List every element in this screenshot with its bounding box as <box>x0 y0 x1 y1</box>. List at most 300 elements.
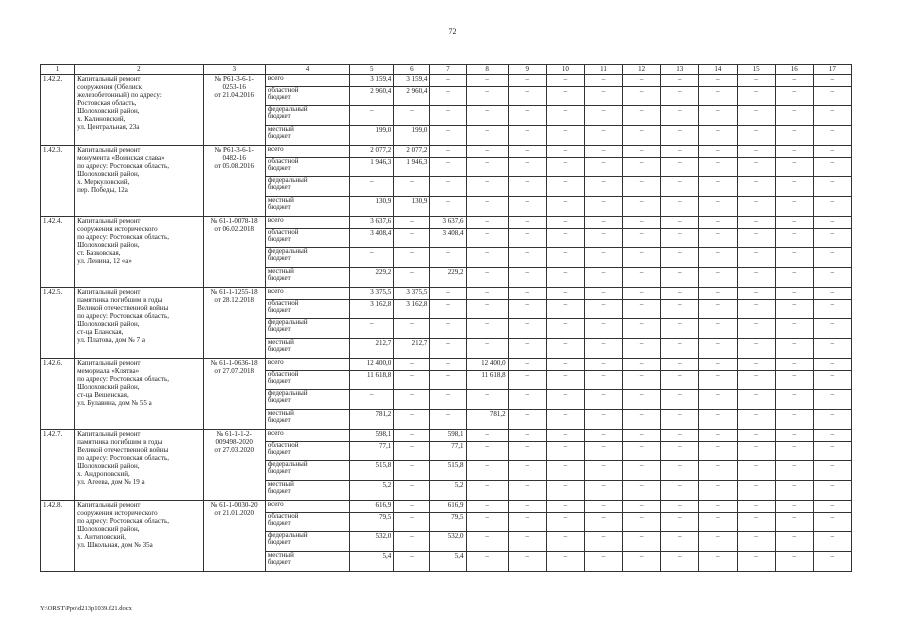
value-cell: – <box>661 229 699 248</box>
value-cell-c5: 2 960,4 <box>350 87 394 106</box>
value-cell: – <box>508 513 546 532</box>
category-line: областной <box>267 157 299 165</box>
table-row <box>41 359 852 371</box>
value-cell-c7: – <box>430 339 466 359</box>
value-cell: – <box>813 410 851 430</box>
value-cell: – <box>813 248 851 268</box>
value-cell-c7: – <box>430 146 466 158</box>
value-cell: – <box>737 442 775 461</box>
value-cell: – <box>699 319 737 339</box>
value-cell: – <box>661 442 699 461</box>
description-line: Шолоховский район, <box>77 383 140 392</box>
value-cell: – <box>813 197 851 217</box>
value-cell-c5: – <box>350 390 394 410</box>
value-cell: – <box>775 288 813 300</box>
value-cell-c5: 616,9 <box>350 501 394 513</box>
description-line: по адресу: Ростовская область, <box>77 312 169 321</box>
funding-category <box>265 300 349 319</box>
value-cell: – <box>623 197 661 217</box>
category-line: федеральный <box>267 531 308 539</box>
value-cell-c5: 532,0 <box>350 532 394 552</box>
value-cell-c6: – <box>394 217 430 229</box>
document-line: № Р61-3-6-1- <box>214 75 254 83</box>
value-cell: – <box>546 430 584 442</box>
value-cell: – <box>623 319 661 339</box>
funding-category <box>265 75 349 87</box>
value-cell: – <box>546 146 584 158</box>
document-line: от 28.12.2018 <box>214 296 255 305</box>
value-cell: – <box>699 513 737 532</box>
value-cell: – <box>737 390 775 410</box>
value-cell-c7: – <box>430 359 466 371</box>
description-line: Шолоховский район, <box>77 525 140 534</box>
value-cell: – <box>623 217 661 229</box>
funding-category <box>265 552 349 572</box>
value-cell: – <box>661 410 699 430</box>
value-cell: – <box>661 217 699 229</box>
value-cell-c5: 3 375,5 <box>350 288 394 300</box>
header-cell: 13 <box>661 65 699 75</box>
value-cell-c8: – <box>466 248 508 268</box>
value-cell: – <box>813 229 851 248</box>
value-cell-c6: – <box>394 268 430 288</box>
value-cell: – <box>623 87 661 106</box>
item-number: 1.42.5. <box>41 288 75 359</box>
value-cell: – <box>775 319 813 339</box>
value-cell: – <box>813 87 851 106</box>
value-cell-c6: 2 960,4 <box>394 87 430 106</box>
value-cell: – <box>508 300 546 319</box>
value-cell: – <box>813 177 851 197</box>
document-line: от 05.08.2016 <box>214 162 255 171</box>
value-cell-c8: – <box>466 430 508 442</box>
value-cell: – <box>699 75 737 87</box>
value-cell-c5: 2 077,2 <box>350 146 394 158</box>
value-cell: – <box>584 319 622 339</box>
value-cell-c6: – <box>394 430 430 442</box>
value-cell: – <box>546 106 584 126</box>
value-cell: – <box>775 268 813 288</box>
value-cell: – <box>813 371 851 390</box>
value-cell: – <box>546 75 584 87</box>
value-cell: – <box>584 268 622 288</box>
value-cell-c7: 77,1 <box>430 442 466 461</box>
value-cell: – <box>584 501 622 513</box>
category-line: бюджет <box>267 164 291 173</box>
value-cell: – <box>508 359 546 371</box>
item-description <box>75 146 203 217</box>
value-cell: – <box>775 410 813 430</box>
value-cell: – <box>546 513 584 532</box>
value-cell: – <box>737 532 775 552</box>
value-cell: – <box>699 371 737 390</box>
value-cell: – <box>584 197 622 217</box>
value-cell: – <box>699 146 737 158</box>
value-cell: – <box>813 158 851 177</box>
value-cell: – <box>623 146 661 158</box>
value-cell: – <box>623 481 661 501</box>
value-cell: – <box>508 532 546 552</box>
category-line: всего <box>267 145 284 153</box>
category-line: всего <box>267 500 284 508</box>
category-line: бюджет <box>267 416 291 425</box>
description-line: ст-ца Вешенская, <box>77 391 129 400</box>
value-cell-c8: – <box>466 501 508 513</box>
description-line: Капитальный ремонт <box>77 75 141 83</box>
funding-category <box>265 339 349 359</box>
value-cell: – <box>508 481 546 501</box>
value-cell: – <box>508 106 546 126</box>
category-line: бюджет <box>267 467 291 476</box>
value-cell: – <box>508 197 546 217</box>
value-cell: – <box>661 126 699 146</box>
value-cell-c7: – <box>430 300 466 319</box>
value-cell: – <box>623 532 661 552</box>
value-cell-c5: – <box>350 106 394 126</box>
value-cell: – <box>623 158 661 177</box>
value-cell-c5: 77,1 <box>350 442 394 461</box>
value-cell: – <box>699 390 737 410</box>
value-cell-c5: 1 946,3 <box>350 158 394 177</box>
value-cell-c5: 212,7 <box>350 339 394 359</box>
value-cell: – <box>775 75 813 87</box>
value-cell-c6: – <box>394 359 430 371</box>
category-line: федеральный <box>267 247 308 255</box>
funding-category <box>265 126 349 146</box>
value-cell: – <box>546 268 584 288</box>
description-line: Ростовская область, <box>77 99 137 108</box>
item-description <box>75 501 203 572</box>
description-line: Капитальный ремонт <box>77 288 141 296</box>
value-cell-c7: – <box>430 319 466 339</box>
value-cell: – <box>508 410 546 430</box>
value-cell: – <box>775 371 813 390</box>
value-cell-c7: – <box>430 197 466 217</box>
document-reference <box>203 359 265 430</box>
item-description <box>75 359 203 430</box>
value-cell-c6: – <box>394 532 430 552</box>
value-cell: – <box>584 229 622 248</box>
value-cell-c6: – <box>394 481 430 501</box>
value-cell: – <box>661 371 699 390</box>
value-cell: – <box>775 442 813 461</box>
document-line: от 06.02.2018 <box>214 225 255 234</box>
value-cell-c7: – <box>430 126 466 146</box>
document-line: от 27.07.2018 <box>214 367 255 376</box>
value-cell: – <box>737 248 775 268</box>
document-reference <box>203 75 265 146</box>
header-cell: 1 <box>41 65 75 75</box>
value-cell: – <box>737 371 775 390</box>
description-line: х. Калиновский, <box>77 115 126 124</box>
description-line: Великой отечественной войны <box>77 446 169 455</box>
value-cell-c7: 229,2 <box>430 268 466 288</box>
header-cell: 14 <box>699 65 737 75</box>
category-line: бюджет <box>267 132 291 141</box>
document-reference <box>203 217 265 288</box>
value-cell-c8: – <box>466 197 508 217</box>
category-line: бюджет <box>267 183 291 192</box>
value-cell: – <box>508 461 546 481</box>
description-line: Великой отечественной войны <box>77 304 169 313</box>
value-cell: – <box>699 248 737 268</box>
value-cell: – <box>813 106 851 126</box>
value-cell: – <box>775 146 813 158</box>
value-cell-c7: 532,0 <box>430 532 466 552</box>
value-cell: – <box>737 339 775 359</box>
value-cell: – <box>813 75 851 87</box>
value-cell: – <box>584 513 622 532</box>
value-cell: – <box>508 339 546 359</box>
value-cell: – <box>699 197 737 217</box>
value-cell-c5: 3 637,6 <box>350 217 394 229</box>
value-cell-c7: – <box>430 288 466 300</box>
value-cell-c8: – <box>466 442 508 461</box>
value-cell-c6: – <box>394 248 430 268</box>
value-cell: – <box>508 501 546 513</box>
value-cell: – <box>661 481 699 501</box>
value-cell-c8: – <box>466 513 508 532</box>
value-cell-c8: 11 618,8 <box>466 371 508 390</box>
value-cell-c6: 3 375,5 <box>394 288 430 300</box>
funding-category <box>265 268 349 288</box>
value-cell-c6: – <box>394 371 430 390</box>
value-cell: – <box>546 288 584 300</box>
value-cell: – <box>661 158 699 177</box>
description-line: х. Андроповский, <box>77 470 130 479</box>
value-cell: – <box>699 481 737 501</box>
value-cell: – <box>661 339 699 359</box>
funding-category <box>265 87 349 106</box>
value-cell: – <box>775 461 813 481</box>
value-cell: – <box>623 229 661 248</box>
funding-category <box>265 501 349 513</box>
value-cell: – <box>737 300 775 319</box>
value-cell: – <box>508 552 546 572</box>
value-cell-c6: – <box>394 501 430 513</box>
value-cell: – <box>508 288 546 300</box>
funding-category <box>265 513 349 532</box>
value-cell: – <box>584 430 622 442</box>
value-cell: – <box>813 390 851 410</box>
funding-category <box>265 442 349 461</box>
value-cell: – <box>737 87 775 106</box>
value-cell-c8: 781,2 <box>466 410 508 430</box>
value-cell: – <box>737 501 775 513</box>
header-cell: 16 <box>775 65 813 75</box>
value-cell: – <box>584 87 622 106</box>
value-cell: – <box>584 177 622 197</box>
value-cell: – <box>584 146 622 158</box>
category-line: федеральный <box>267 389 308 397</box>
value-cell: – <box>699 288 737 300</box>
description-line: ул. Школьная, дом № 35а <box>77 541 153 550</box>
value-cell: – <box>737 481 775 501</box>
value-cell: – <box>775 106 813 126</box>
value-cell: – <box>661 288 699 300</box>
value-cell: – <box>699 410 737 430</box>
value-cell: – <box>699 217 737 229</box>
value-cell: – <box>623 461 661 481</box>
value-cell: – <box>775 126 813 146</box>
value-cell-c8: – <box>466 75 508 87</box>
value-cell: – <box>623 268 661 288</box>
value-cell-c7: – <box>430 158 466 177</box>
value-cell: – <box>584 552 622 572</box>
value-cell: – <box>623 371 661 390</box>
value-cell: – <box>584 371 622 390</box>
description-line: по адресу: Ростовская область, <box>77 375 169 384</box>
value-cell: – <box>813 319 851 339</box>
funding-category <box>265 390 349 410</box>
value-cell-c7: 5,4 <box>430 552 466 572</box>
value-cell-c5: 5,4 <box>350 552 394 572</box>
description-line: железобетонный) по адресу: <box>77 91 162 100</box>
value-cell-c8: – <box>466 319 508 339</box>
value-cell: – <box>775 513 813 532</box>
value-cell: – <box>775 248 813 268</box>
description-line: х. Меркуловский, <box>77 178 130 187</box>
category-line: бюджет <box>267 254 291 263</box>
value-cell: – <box>584 442 622 461</box>
item-number: 1.42.4. <box>41 217 75 288</box>
value-cell: – <box>737 268 775 288</box>
description-line: памятника погибшим в годы <box>77 296 163 305</box>
value-cell-c8: – <box>466 106 508 126</box>
value-cell: – <box>546 359 584 371</box>
value-cell: – <box>813 268 851 288</box>
value-cell-c6: 3 159,4 <box>394 75 430 87</box>
value-cell-c6: 130,9 <box>394 197 430 217</box>
description-line: по адресу: Ростовская область, <box>77 517 169 526</box>
value-cell-c8: – <box>466 532 508 552</box>
description-line: Шолоховский район, <box>77 462 140 471</box>
value-cell: – <box>737 410 775 430</box>
description-line: Капитальный ремонт <box>77 501 141 509</box>
value-cell: – <box>584 532 622 552</box>
value-cell: – <box>699 106 737 126</box>
value-cell: – <box>546 552 584 572</box>
funding-category <box>265 177 349 197</box>
value-cell: – <box>775 217 813 229</box>
value-cell: – <box>737 126 775 146</box>
file-path-footer: Y:\ORST\Ppo\d213p1039.f21.docx <box>40 605 132 612</box>
table-row <box>41 501 852 513</box>
value-cell: – <box>661 532 699 552</box>
value-cell: – <box>737 319 775 339</box>
value-cell: – <box>813 126 851 146</box>
description-line: ст-ца Еланская, <box>77 328 124 337</box>
value-cell-c6: – <box>394 513 430 532</box>
value-cell: – <box>737 75 775 87</box>
funding-category <box>265 146 349 158</box>
value-cell: – <box>813 501 851 513</box>
value-cell-c7: – <box>430 410 466 430</box>
value-cell: – <box>623 430 661 442</box>
funding-category <box>265 371 349 390</box>
value-cell: – <box>775 300 813 319</box>
value-cell: – <box>737 513 775 532</box>
category-line: местный <box>267 125 294 133</box>
value-cell: – <box>775 359 813 371</box>
value-cell-c6: – <box>394 552 430 572</box>
page-number: 72 <box>448 27 457 36</box>
header-cell: 4 <box>265 65 349 75</box>
value-cell: – <box>775 481 813 501</box>
value-cell: – <box>775 87 813 106</box>
value-cell: – <box>584 461 622 481</box>
funding-category <box>265 461 349 481</box>
value-cell-c8: – <box>466 177 508 197</box>
category-line: федеральный <box>267 460 308 468</box>
value-cell-c7: – <box>430 248 466 268</box>
value-cell: – <box>623 177 661 197</box>
document-line: № 61-1-1-2- <box>216 430 252 438</box>
value-cell: – <box>508 390 546 410</box>
category-line: местный <box>267 267 294 275</box>
description-line: Шолоховский район, <box>77 107 140 116</box>
description-line: Капитальный ремонт <box>77 217 141 225</box>
category-line: федеральный <box>267 176 308 184</box>
category-line: местный <box>267 196 294 204</box>
value-cell-c5: 3 159,4 <box>350 75 394 87</box>
value-cell: – <box>546 217 584 229</box>
value-cell: – <box>623 552 661 572</box>
funding-category <box>265 430 349 442</box>
value-cell: – <box>813 461 851 481</box>
value-cell: – <box>546 158 584 177</box>
value-cell-c7: 3 408,4 <box>430 229 466 248</box>
category-line: бюджет <box>267 274 291 283</box>
value-cell-c8: – <box>466 461 508 481</box>
value-cell: – <box>508 75 546 87</box>
value-cell-c8: – <box>466 146 508 158</box>
value-cell: – <box>737 461 775 481</box>
value-cell: – <box>699 532 737 552</box>
value-cell: – <box>508 177 546 197</box>
value-cell: – <box>775 158 813 177</box>
value-cell-c6: 3 162,8 <box>394 300 430 319</box>
document-line: 0253-16 <box>222 83 246 92</box>
value-cell: – <box>775 501 813 513</box>
category-line: областной <box>267 441 299 449</box>
value-cell: – <box>699 158 737 177</box>
value-cell: – <box>623 126 661 146</box>
description-line: Шолоховский район, <box>77 170 140 179</box>
value-cell-c8: – <box>466 339 508 359</box>
funding-category <box>265 217 349 229</box>
category-line: всего <box>267 74 284 82</box>
header-cell: 2 <box>75 65 203 75</box>
description-line: ул. Агеева, дом № 19 а <box>77 478 145 487</box>
item-number: 1.42.2. <box>41 75 75 146</box>
value-cell: – <box>623 106 661 126</box>
item-description <box>75 430 203 501</box>
description-line: мемориала «Клятва» <box>77 367 140 376</box>
funding-category <box>265 106 349 126</box>
document-line: от 27.03.2020 <box>214 446 255 455</box>
value-cell: – <box>737 552 775 572</box>
value-cell-c5: 229,2 <box>350 268 394 288</box>
value-cell-c7: 5,2 <box>430 481 466 501</box>
item-number: 1.42.8. <box>41 501 75 572</box>
value-cell-c6: 2 077,2 <box>394 146 430 158</box>
item-description <box>75 288 203 359</box>
value-cell-c5: 781,2 <box>350 410 394 430</box>
table-row <box>41 146 852 158</box>
header-cell: 5 <box>350 65 394 75</box>
value-cell: – <box>623 339 661 359</box>
